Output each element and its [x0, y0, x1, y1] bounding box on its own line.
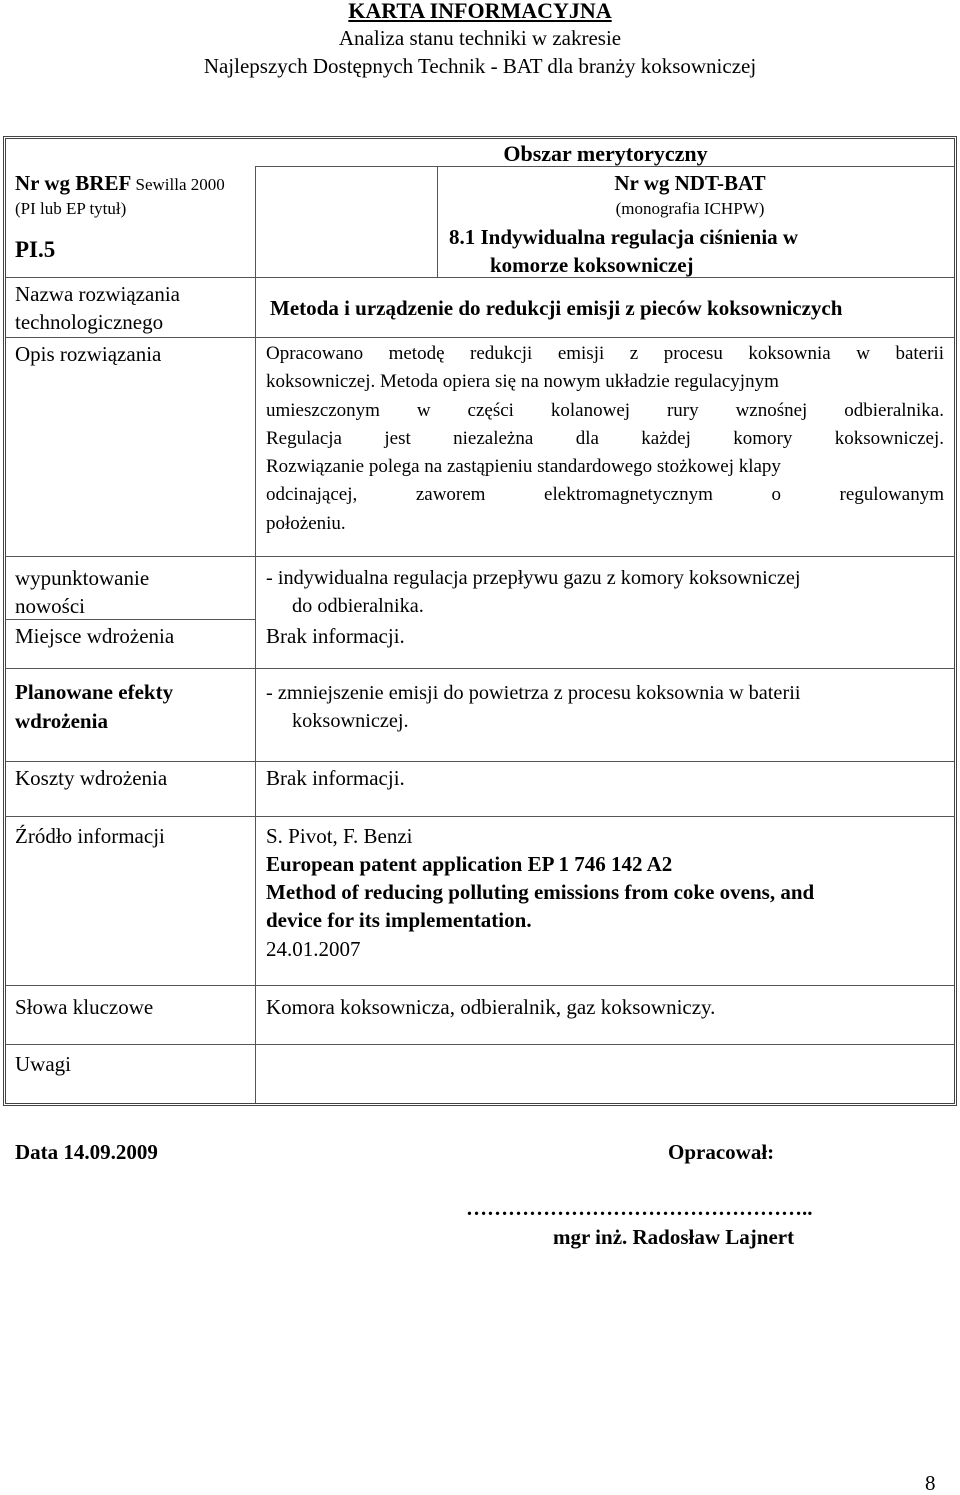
bref-label-bold: Nr wg BREF — [15, 171, 132, 195]
author-name: mgr inż. Radosław Lajnert — [553, 1225, 795, 1249]
ndt-value-2: komorze koksowniczej — [490, 253, 694, 277]
footer-date: Data 14.09.2009 — [15, 1140, 158, 1164]
page-title: KARTA INFORMACYJNA — [348, 0, 612, 23]
column-divider-2 — [437, 166, 438, 277]
source-title-2: device for its implementation. — [266, 908, 532, 932]
remarks-label: Uwagi — [15, 1052, 71, 1076]
row-divider — [6, 985, 954, 986]
desc-line: koksowniczej. Metoda opiera się na nowym układzie regulacyjnym — [266, 371, 779, 393]
cost-label: Koszty wdrożenia — [15, 766, 168, 790]
prepared-by-label: Opracował: — [668, 1140, 775, 1164]
desc-line: położeniu. — [266, 512, 346, 534]
row-divider — [6, 761, 954, 762]
signature-line: ………………………………………….. — [466, 1196, 813, 1220]
effects-line-1: - zmniejszenie emisji do powietrza z procesu koksownia w baterii — [266, 682, 801, 704]
place-label: Miejsce wdrożenia — [15, 624, 175, 648]
desc-line: odcinającej, zaworem elektromagnetycznym o regulowanym — [266, 484, 944, 506]
page-subtitle-2: Najlepszych Dostępnych Technik - BAT dla branży koksowniczej — [203, 54, 757, 78]
ndt-sub: (monografia ICHPW) — [615, 199, 765, 218]
name-label-1: Nazwa rozwiązania — [15, 282, 180, 306]
row-divider — [6, 277, 954, 278]
desc-line: Rozwiązanie polega na zastąpieniu standardowego stożkowej klapy — [266, 456, 781, 478]
bref-label — [15, 173, 225, 194]
row-divider — [6, 1044, 954, 1045]
effects-line-2: koksowniczej. — [292, 710, 409, 732]
source-label: Źródło informacji — [15, 824, 165, 848]
novelty-line-2: do odbieralnika. — [292, 595, 424, 617]
bref-value: PI.5 — [15, 237, 56, 262]
ndt-label: Nr wg NDT-BAT — [614, 171, 766, 195]
row-divider — [6, 556, 954, 557]
keywords-value: Komora koksownicza, odbieralnik, gaz koksowniczy. — [266, 995, 716, 1019]
novelty-line-1: - indywidualna regulacja przepływu gazu z komory koksowniczej — [266, 567, 801, 589]
row-divider — [6, 337, 954, 338]
desc-paragraph — [266, 340, 944, 538]
keywords-label: Słowa kluczowe — [15, 995, 154, 1019]
name-value: Metoda i urządzenie do redukcji emisji z pieców koksowniczych — [270, 296, 843, 320]
effects-label-2: wdrożenia — [15, 709, 108, 733]
page-subtitle: Analiza stanu techniki w zakresie — [338, 26, 622, 50]
bref-sub: (PI lub EP tytuł) — [15, 199, 127, 218]
source-patent: European patent application EP 1 746 142 A2 — [266, 852, 673, 876]
desc-line: Opracowano metodę redukcji emisji z procesu koksownia w baterii — [266, 343, 944, 364]
source-authors: S. Pivot, F. Benzi — [266, 824, 413, 848]
area-title: Obszar merytoryczny — [503, 141, 708, 166]
row-divider — [6, 816, 954, 817]
source-title-1: Method of reducing polluting emissions from coke ovens, and — [266, 880, 815, 904]
row-divider — [255, 166, 954, 167]
novelty-label-2: nowości — [15, 594, 85, 618]
desc-label: Opis rozwiązania — [15, 342, 162, 366]
cost-value: Brak informacji. — [266, 766, 405, 790]
bref-label-rest: Sewilla 2000 — [131, 175, 225, 194]
effects-label-1: Planowane efekty — [15, 680, 174, 704]
page-number: 8 — [925, 1471, 936, 1495]
desc-line: umieszczonym w części kolanowej rury wznośnej odbieralnika. — [266, 399, 944, 421]
place-value: Brak informacji. — [266, 624, 405, 648]
name-label-2: technologicznego — [15, 310, 164, 334]
row-divider — [6, 619, 255, 620]
source-date: 24.01.2007 — [266, 937, 361, 961]
row-divider — [6, 668, 954, 669]
desc-line: Regulacja jest niezależna dla każdej komory koksowniczej. — [266, 427, 944, 449]
ndt-value-1: 8.1 Indywidualna regulacja ciśnienia w — [449, 225, 799, 249]
column-divider — [255, 166, 256, 1103]
novelty-label-1: wypunktowanie — [15, 566, 150, 590]
